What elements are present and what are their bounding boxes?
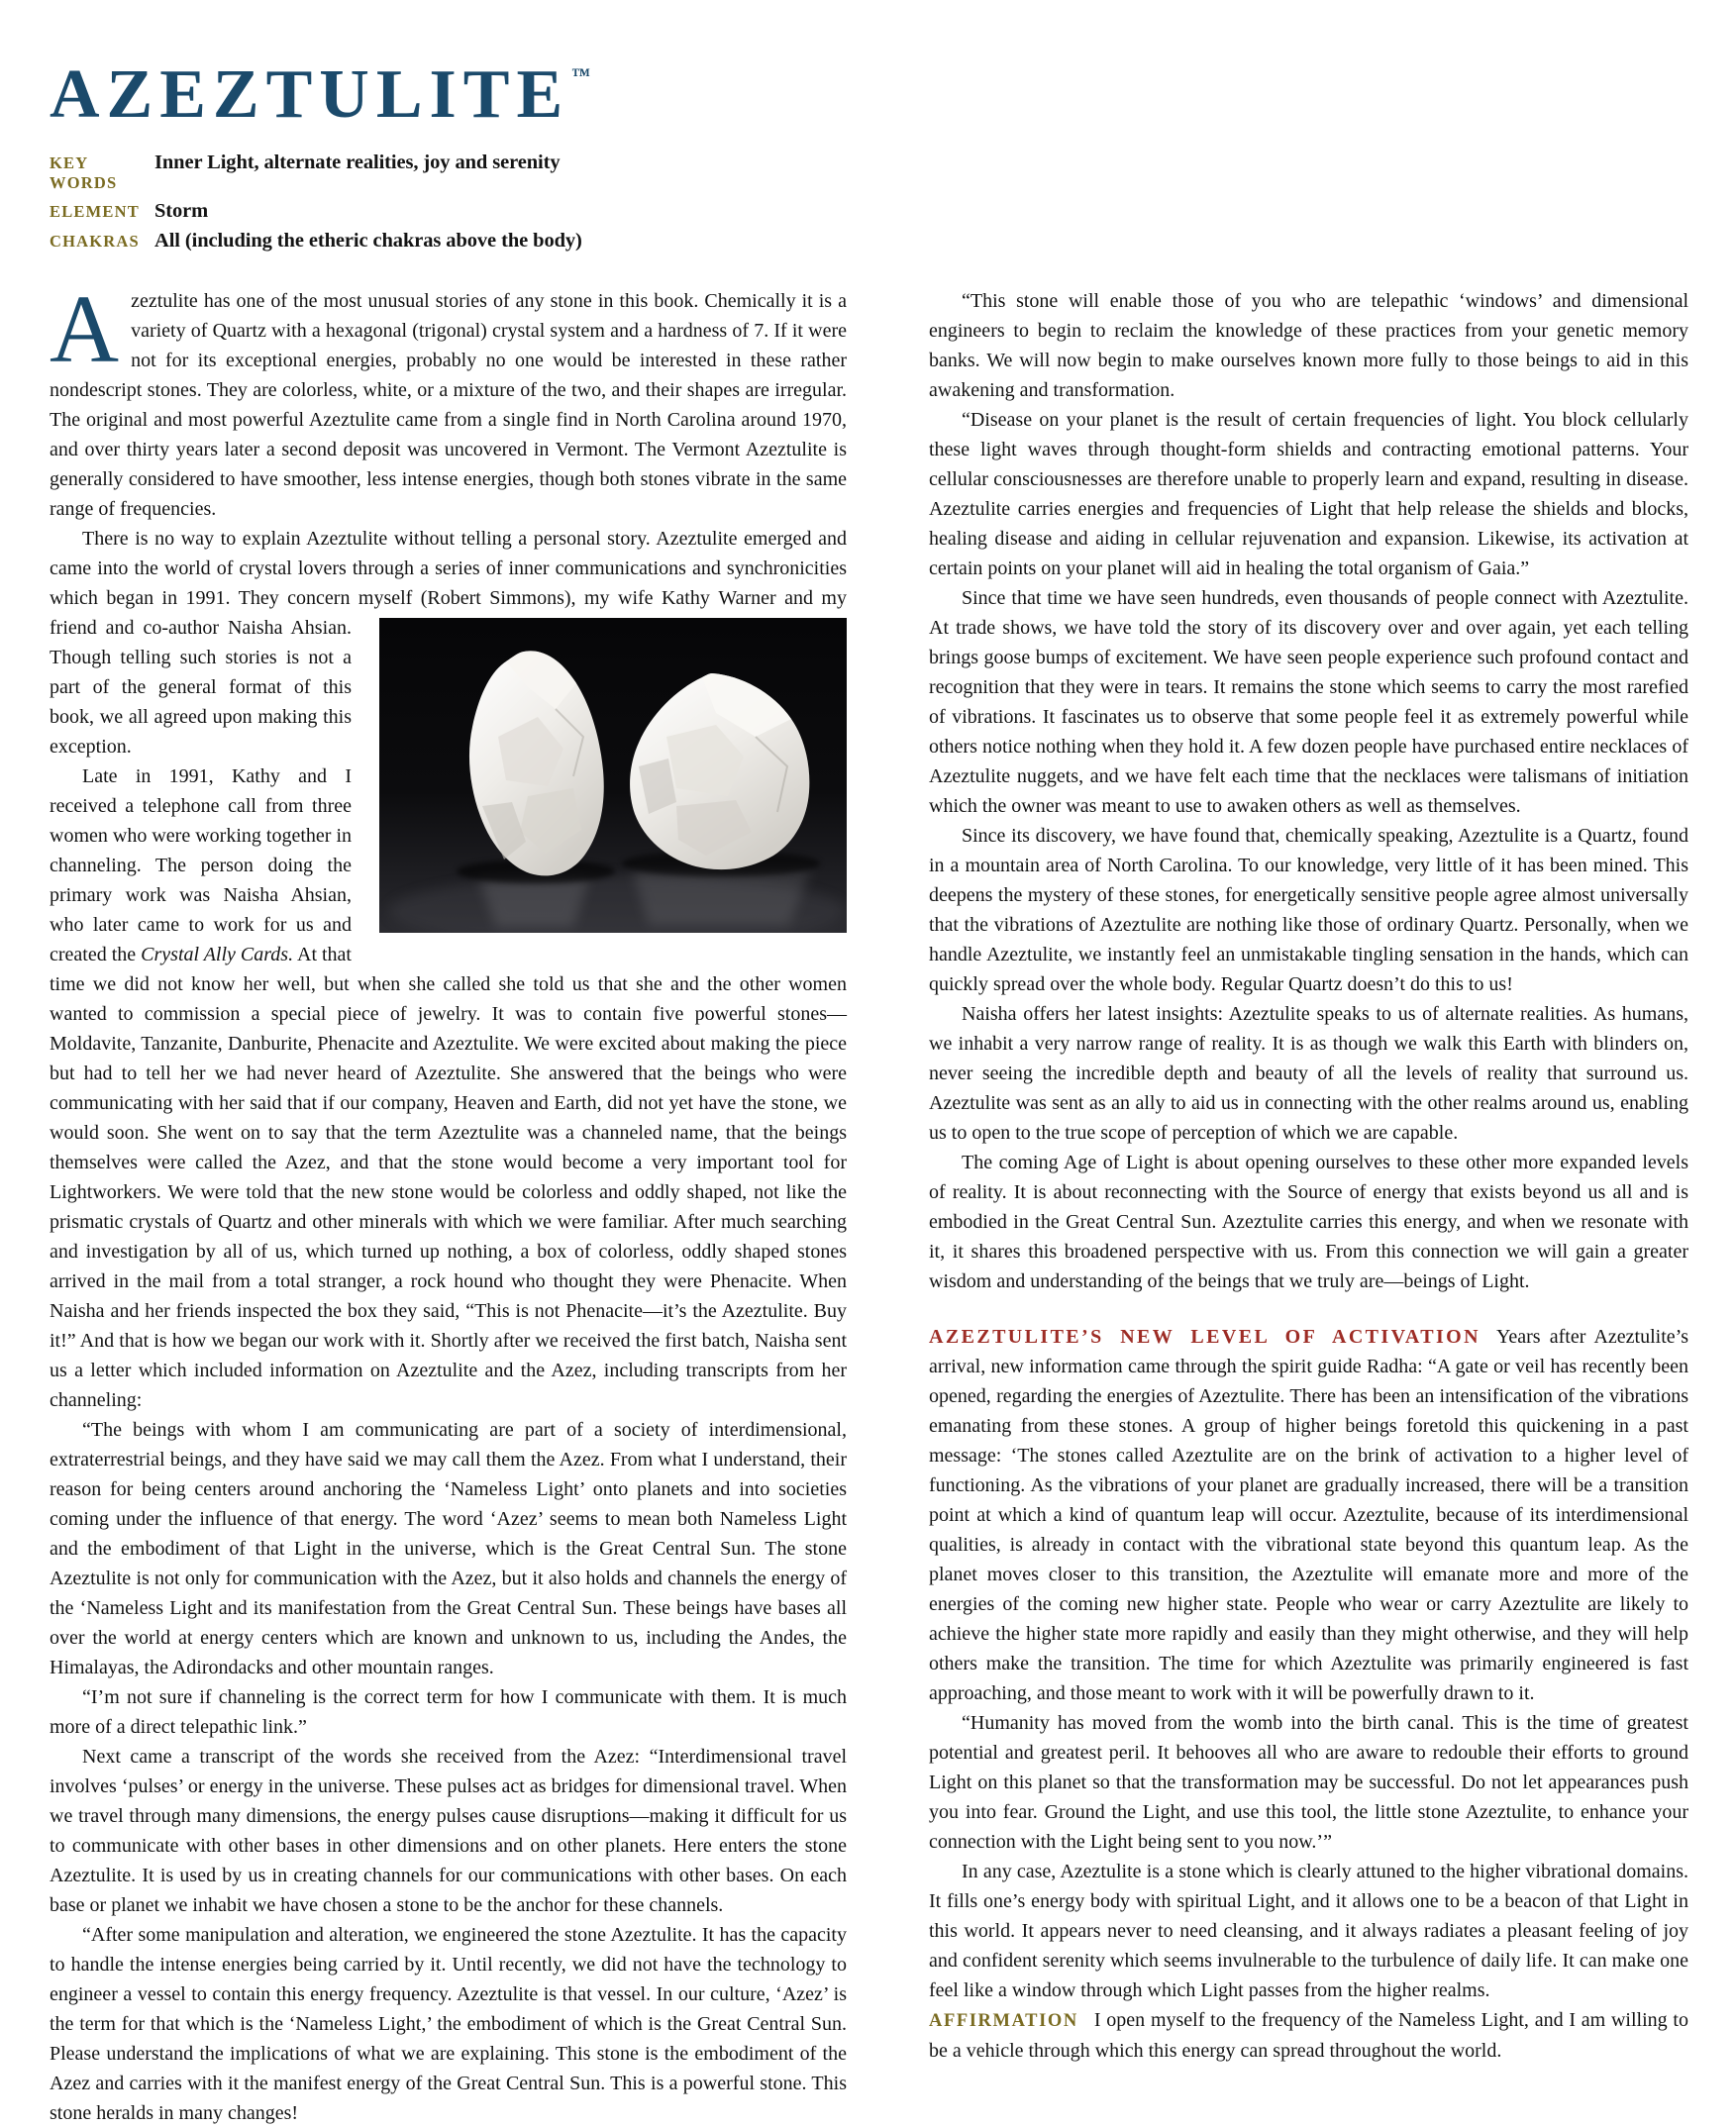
windows-paragraph: “This stone will enable those of you who are telepathic ‘windows’ and dimensional engineers to begin to reclaim the knowledge of these practices from your genetic memory banks. We will now begin to make ourselves known more fully to those beings to aid in this awakening and transformation. [929, 290, 1688, 401]
italic-text: Crystal Ally Cards. [141, 944, 294, 965]
keywords-label: KEY WORDS [50, 153, 118, 192]
element-value: Storm [154, 200, 209, 222]
humanity-paragraph: “Humanity has moved from the womb into the birth canal. This is the time of greatest potential and greatest peril. It behooves all who are aware to redouble their efforts to ground Light on this planet so that the transformation may be successful. Do not let appearances push you into fear. Ground the Light, and use this tool, the little stone Azeztulite, to enhance your connection with the Light being sent to you now.’” [929, 1712, 1688, 1853]
activation-paragraph: AZEZTULITE’S NEW LEVEL OF ACTIVATION Years after Azeztulite’s arrival, new information came through the spirit guide Radha: “A gate or veil has recently been opened, regarding the energies of Azeztulite. There has been an intensification of the vibrations emanating from these stones. A group of higher beings foretold this quickening in a past message: ‘The stones called Azeztulite are on the brink of activation to a higher level of functioning. As the vibrations of your planet are gradually increased, there will be a transition point at which a kind of quantum leap will occur. Azeztulite, because of its interdimensional qualities, is already in contact with the vibrational state beyond this quantum leap. As the planet moves closer to this transition, the Azeztulite will emanate more and more of the energies of the coming new higher state. People who wear or carry Azeztulite are likely to achieve the higher state more rapidly and easily than they might otherwise, and they will help others make the transition. The time for which Azeztulite was primarily engineered is fast approaching, and those meant to work with it will be powerfully drawn to it. [929, 1326, 1688, 1704]
page-title [50, 44, 1688, 133]
chakras-value: All (including the etheric chakras above the body) [154, 230, 582, 252]
section-header-activation: AZEZTULITE’S NEW LEVEL OF ACTIVATION [929, 1326, 1481, 1348]
affirmation-label: AFFIRMATION [929, 2011, 1078, 2031]
intro-paragraph: Azeztulite has one of the most unusual stories of any stone in this book. Chemically it is a variety of Quartz with a hexagonal (trigonal) crystal system and a hardness of 7. If it were not for its exceptional energies, probably no one would be interested in these rather nondescript stones. They are colorless, white, or a mixture of the two, and their shapes are irregular. The original and most powerful Azeztulite came from a single find in North Carolina around 1970, and over thirty years later a second deposit was uncovered in Vermont. The Vermont Azeztulite is generally considered to have smoother, less intense energies, though both stones vibrate in the same range of frequencies. [50, 276, 847, 520]
story-paragraph: There is no way to explain Azeztulite without telling a personal story. Azeztulite emerged and came into the world of crystal lovers through a series of inner communications and synchronicities which began in 1991. They concern myself (Robert Simmons), my wife Kathy Warner and my friend and co-author Naisha Ahsian. Though telling such stories is not a part of the general format of this book, we all agreed upon making this exception. [50, 524, 847, 761]
two-column-body [50, 276, 1688, 2128]
metadata-block [50, 152, 1688, 253]
telephone-paragraph: Late in 1991, Kathy and I received a telephone call from three women who were working together in channeling. The person doing the primary work was Naisha Ahsian, who later came to work for us and created the Crystal Ally Cards. At that time we did not know her well, but when she called she told us that she and the other women wanted to commission a special piece of jewelry. It was to contain five powerful stones—Moldavite, Tanzanite, Danburite, Phenacite and Azeztulite. We were excited about making the piece but had to tell her we had never heard of Azeztulite. She answered that the beings who were communicating with her said that if our company, Heaven and Earth, did not yet have the stone, we would soon. She went on to say that the term Azeztulite was a channeled name, that the beings themselves were called the Azez, and that the stone would become a very important tool for Lightworkers. We were told that the new stone would be colorless and oddly shaped, not like the prismatic crystals of Quartz and other minerals with which we were familiar. After much searching and investigation by all of us, which turned up nothing, a box of colorless, oddly shaped stones arrived in the mail from a total stranger, a rock hound who thought they were Phenacite. When Naisha and her friends inspected the box they said, “This is not Phenacite—it’s the Azeztulite. Buy it!” And that is how we began our work with it. Shortly after we received the first batch, Naisha sent us a letter which included information on Azeztulite and the Azez, including transcripts from her channeling: [50, 765, 847, 1411]
azeztulite-crystals-photo [379, 618, 847, 933]
telepathic-paragraph: “I’m not sure if channeling is the correct term for how I communicate with them. It is much more of a direct telepathic link.” [50, 1686, 847, 1738]
chakras-label: CHAKRAS [50, 232, 140, 251]
keywords-value: Inner Light, alternate realities, joy and serenity [154, 152, 561, 173]
element-label: ELEMENT [50, 202, 140, 221]
meta-row-element [50, 200, 1688, 223]
discovery-paragraph: Since its discovery, we have found that, chemically speaking, Azeztulite is a Quartz, found in a mountain area of North Carolina. To our knowledge, very little of it has been mined. This deepens the mystery of these stones, for energetically sensitive people agree almost universally that the vibrations of Azeztulite are nothing like those of ordinary Quartz. Personally, when we handle Azeztulite, we instantly feel an unmistakable tingling sensation in the hands, which can quickly spread over the whole body. Regular Quartz doesn’t do this to us! [929, 825, 1688, 995]
channeling-paragraph: “The beings with whom I am communicating are part of a society of interdimensional, extraterrestrial beings, and they have said we may call them the Azez. From what I understand, their reason for being centers around anchoring the ‘Nameless Light’ onto planets and into societies coming under the influence of that energy. The word ‘Azez’ seems to mean both Nameless Light and the embodiment of that Light in the universe, which is the Great Central Sun. The stone Azeztulite is not only for communication with the Azez, but it also holds and channels the energy of the ‘Nameless Light and its manifestation from the Great Central Sun. These beings have bases all over the world at energy centers which are known and unknown to us, including the Andes, the Himalayas, the Adirondacks and other mountain ranges. [50, 1419, 847, 1678]
stone-name: AZEZTULITE [50, 56, 570, 133]
insights-paragraph: Naisha offers her latest insights: Azeztulite speaks to us of alternate realities. As humans, we inhabit a very narrow range of reality. It is as though we walk this Earth with blinders on, never seeing the incredible depth and beauty of all the levels of reality that surround us. Azeztulite was sent as an ally to aid us in connecting with the other realms around us, enabling us to open to the true scope of perception of which we are capable. [929, 1003, 1688, 1144]
right-column [929, 286, 1688, 2128]
transcript-paragraph: Next came a transcript of the words she received from the Azez: “Interdimensional travel involves ‘pulses’ or energy in the universe. These pulses act as bridges for dimensional travel. When we travel through many dimensions, the energy pulses cause disruptions—making it difficult for us to communicate with other bases in other dimensions and on other planets. Here enters the stone Azeztulite. It is used by us in creating channels for our communications with other bases. On each base or planet we inhabit we have chosen a stone to be the anchor for these channels. [50, 1746, 847, 1916]
disease-paragraph: “Disease on your planet is the result of certain frequencies of light. You block cellularly these light waves through thought-form shields and contracting emotional patterns. Your cellular consciousnesses are therefore unable to properly learn and expand, resulting in disease. Azeztulite carries energies and frequencies of Light that help release the shields and blocks, healing disease and aiding in cellular rejuvenation and expansion. Likewise, its activation at certain points on your planet will aid in healing the total organism of Gaia.” [929, 409, 1688, 579]
engineered-paragraph: “After some manipulation and alteration, we engineered the stone Azeztulite. It has the capacity to handle the intense energies being carried by it. Until recently, we did not have the technology to engineer a vessel to contain this energy frequency. Azeztulite is that vessel. In our culture, ‘Azez’ is the term for that which is the ‘Nameless Light,’ the embodiment of which is the Great Central Sun. Please understand the implications of what we are explaining. This stone is the embodiment of the Azez and carries with it the manifest energy of the Great Central Sun. This is a powerful stone. This stone heralds in many changes! [50, 1924, 847, 2124]
trademark-symbol: ™ [571, 65, 592, 86]
meta-row-chakras [50, 230, 1688, 253]
drop-cap: A [50, 276, 120, 382]
left-column [50, 276, 847, 2128]
age-of-light-paragraph: The coming Age of Light is about opening ourselves to these other more expanded levels of reality. It is about reconnecting with the Source of energy that exists beyond us all and is embodied in the Great Central Sun. Azeztulite carries this energy, and when we resonate with it, it shares this broadened perspective with us. From this connection we will gain a greater wisdom and understanding of the beings that we truly are—beings of Light. [929, 1152, 1688, 1292]
meta-row-keywords [50, 152, 1688, 193]
trade-shows-paragraph: Since that time we have seen hundreds, even thousands of people connect with Azeztulite. At trade shows, we have told the story of its discovery over and over again, yet each telling brings goose bumps of excitement. We have seen people experience such profound contact and recognition that they were in tears. It remains the stone which seems to carry the most rarefied of vibrations. It fascinates us to observe that some people feel it as extremely powerful while others notice nothing when they hold it. A few dozen people have purchased entire necklaces of Azeztulite nuggets, and we have felt each time that the necklaces were talismans of initiation which the owner was meant to use to awaken others as well as themselves. [929, 587, 1688, 817]
crystal-photo-illustration [379, 618, 847, 933]
affirmation-paragraph: AFFIRMATION I open myself to the frequency of the Nameless Light, and I am willing to be a vehicle through which this energy can spread throughout the world. [929, 2009, 1688, 2062]
in-any-case-paragraph: In any case, Azeztulite is a stone which is clearly attuned to the higher vibrational domains. It fills one’s energy body with spiritual Light, and it allows one to be a beacon of that Light in this world. It appears never to need cleansing, and it always radiates a pleasant feeling of joy and confident serenity which seems invulnerable to the turbulence of daily life. It can make one feel like a window through which Light passes from the higher realms. [929, 1861, 1688, 2001]
